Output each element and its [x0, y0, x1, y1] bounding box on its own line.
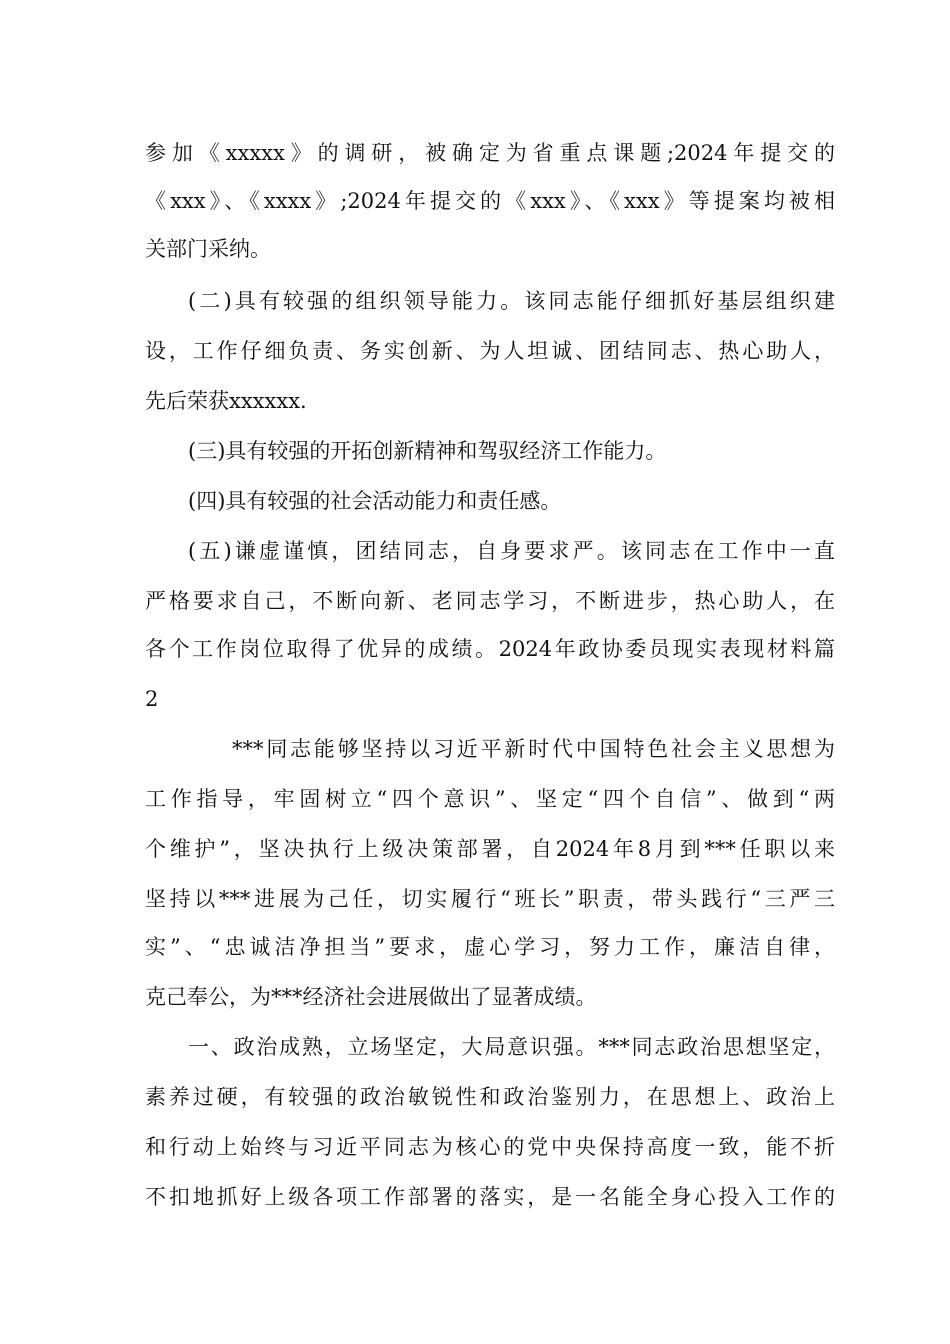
text-line-9: (五)谦虚谨慎，团结同志，自身要求严。该同志在工作中一直	[188, 539, 835, 563]
text-line-4: (二)具有较强的组织领导能力。该同志能仔细抓好基层组织建	[188, 289, 835, 313]
text-line-14: 工作指导，牢固树立“四个意识”、坚定“四个自信”、做到“两	[145, 787, 835, 811]
text-line-12: 2	[145, 687, 159, 711]
text-line-1: 参加《xxxxx》的调研，被确定为省重点课题;2024年提交的	[145, 141, 835, 165]
text-line-2: 《xxx》、《xxxx》;2024年提交的《xxx》、《xxx》等提案均被相	[145, 189, 835, 213]
text-line-13: ***同志能够坚持以习近平新时代中国特色社会主义思想为	[232, 737, 835, 761]
text-line-8: (四)具有较强的社会活动能力和责任感。	[188, 489, 562, 513]
text-line-16: 坚持以***进展为己任，切实履行“班长”职责，带头践行“三严三	[145, 887, 835, 911]
text-line-10: 严格要求自己，不断向新、老同志学习，不断进步，热心助人，在	[145, 589, 835, 613]
text-line-19: 一、政治成熟，立场坚定，大局意识强。***同志政治思想坚定，	[188, 1035, 835, 1059]
text-line-17: 实”、“忠诚洁净担当”要求，虚心学习，努力工作，廉洁自律，	[145, 935, 835, 959]
text-line-21: 和行动上始终与习近平同志为核心的党中央保持高度一致，能不折	[145, 1135, 835, 1159]
text-line-15: 个维护”，坚决执行上级决策部署，自2024年8月到***任职以来	[145, 837, 835, 861]
text-line-11: 各个工作岗位取得了优异的成绩。2024年政协委员现实表现材料篇	[145, 637, 835, 661]
text-line-5: 设，工作仔细负责、务实创新、为人坦诚、团结同志、热心助人，	[145, 339, 835, 363]
text-line-3: 关部门采纳。	[145, 237, 271, 261]
text-line-18: 克己奉公，为***经济社会进展做出了显著成绩。	[145, 985, 597, 1009]
text-line-6: 先后荣获xxxxxx.	[145, 389, 307, 413]
text-line-20: 素养过硬，有较强的政治敏锐性和政治鉴别力，在思想上、政治上	[145, 1085, 835, 1109]
text-line-7: (三)具有较强的开拓创新精神和驾驭经济工作能力。	[188, 439, 667, 463]
text-line-22: 不扣地抓好上级各项工作部署的落实，是一名能全身心投入工作的	[145, 1185, 835, 1209]
